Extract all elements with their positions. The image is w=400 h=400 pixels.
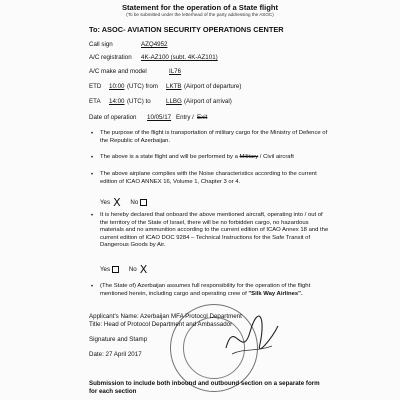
document-subtitle: (To be submitted under the letterhead of the party addressing the ASOC) <box>126 12 274 17</box>
recipient-line: To: ASOC- AVIATION SECURITY OPERATIONS CENTER <box>89 25 284 34</box>
cargo-yes-option <box>100 264 147 275</box>
applicant-name: Applicant's Name: Azerbaijan MFA Protocol Department <box>89 313 242 320</box>
aircraft-type-text-a: The above is a state flight and will be performed by a <box>100 154 238 160</box>
applicant-title: Title: Head of Protocol Department and Ambassador <box>89 321 233 328</box>
signature-date: Date: 27 April 2017 <box>89 351 142 358</box>
exit-text: Exit <box>197 114 208 121</box>
eta-value: 14:00 <box>109 98 125 105</box>
cargo-no-x-mark: X <box>139 263 148 276</box>
bullet-3: • <box>91 172 94 178</box>
etd-airport: LKTB <box>166 83 182 90</box>
aircraft-type-text-b: / Civil aircraft <box>259 154 294 160</box>
cargo-no-label: No <box>128 266 137 274</box>
document-title: Statement for the operation of a State flight <box>121 3 279 12</box>
registration-label: A/C registration <box>89 54 132 61</box>
statement-aircraft-type <box>100 154 330 162</box>
noise-yes-option <box>100 197 147 208</box>
registration-value: 4K-AZ100 (subt. 4K-AZ101) <box>141 54 218 61</box>
callsign-value: AZQ4952 <box>141 41 168 48</box>
entry-text: Entry / <box>176 114 194 121</box>
statement-responsibility <box>100 283 330 298</box>
eta-label: ETA <box>89 98 101 105</box>
responsibility-text: (The State of) Azerbaijan assumes full responsibility for the operation of the flight mentioned herein, including cargo and operating crew of <box>100 283 311 297</box>
signature-stamp-label: Signature and Stamp <box>89 336 148 343</box>
statement-cargo: It is hereby declared that onboard the above mentioned aircraft, operating into / out of the territory of the State of Israel, there will be no forbidden cargo, no hazardous materials and no ammunition according to the current edition of ICAO Annex 18 and the current edition of ICAO DOC 9284 – Technical Instructions for the Safe Transit of Dangerous Goods by Air. <box>100 212 329 249</box>
submission-note: Submission to include both inbound and outbound section on a separate form for each section <box>89 380 320 395</box>
noise-yes-x-mark: X <box>113 196 121 209</box>
etd-mid: (UTC) from <box>127 83 158 90</box>
etd-suffix: (Airport of departure) <box>184 83 242 90</box>
noise-no-label: No <box>130 199 139 207</box>
cargo-yes-checkbox <box>112 266 119 273</box>
noise-yes-label: Yes <box>100 199 111 207</box>
statement-purpose: The purpose of the flight is transportation of military cargo for the Ministry of Defence of the Republic of Azerbaijan. <box>100 130 328 144</box>
bullet-4: • <box>91 213 94 219</box>
date-value: 10/05/17 <box>147 114 172 121</box>
date-label: Date of operation <box>89 114 137 121</box>
airline-name: "Silk Way Airlines". <box>248 290 303 297</box>
eta-suffix: (Airport of arrival) <box>184 98 232 105</box>
make-label: A/C make and model <box>89 68 147 75</box>
eta-airport: LLBG <box>166 98 182 105</box>
etd-label: ETD <box>89 83 102 90</box>
bullet-5: • <box>91 284 94 290</box>
noise-no-checkbox <box>140 199 147 206</box>
etd-value: 10:00 <box>109 83 125 90</box>
statement-noise: The above airplane complies with the Noise characteristics according to the current edition of ICAO ANNEX 16, Volume 1, Chapter 3 or 4. <box>100 171 317 185</box>
bullet-2: • <box>91 155 94 161</box>
eta-mid: (UTC) to <box>127 98 151 105</box>
cargo-yes-label: Yes <box>100 266 111 274</box>
callsign-label: Call sign <box>89 41 113 48</box>
aircraft-type-military: Military <box>239 154 259 160</box>
bullet-1: • <box>91 131 94 137</box>
make-value: IL76 <box>169 68 182 75</box>
